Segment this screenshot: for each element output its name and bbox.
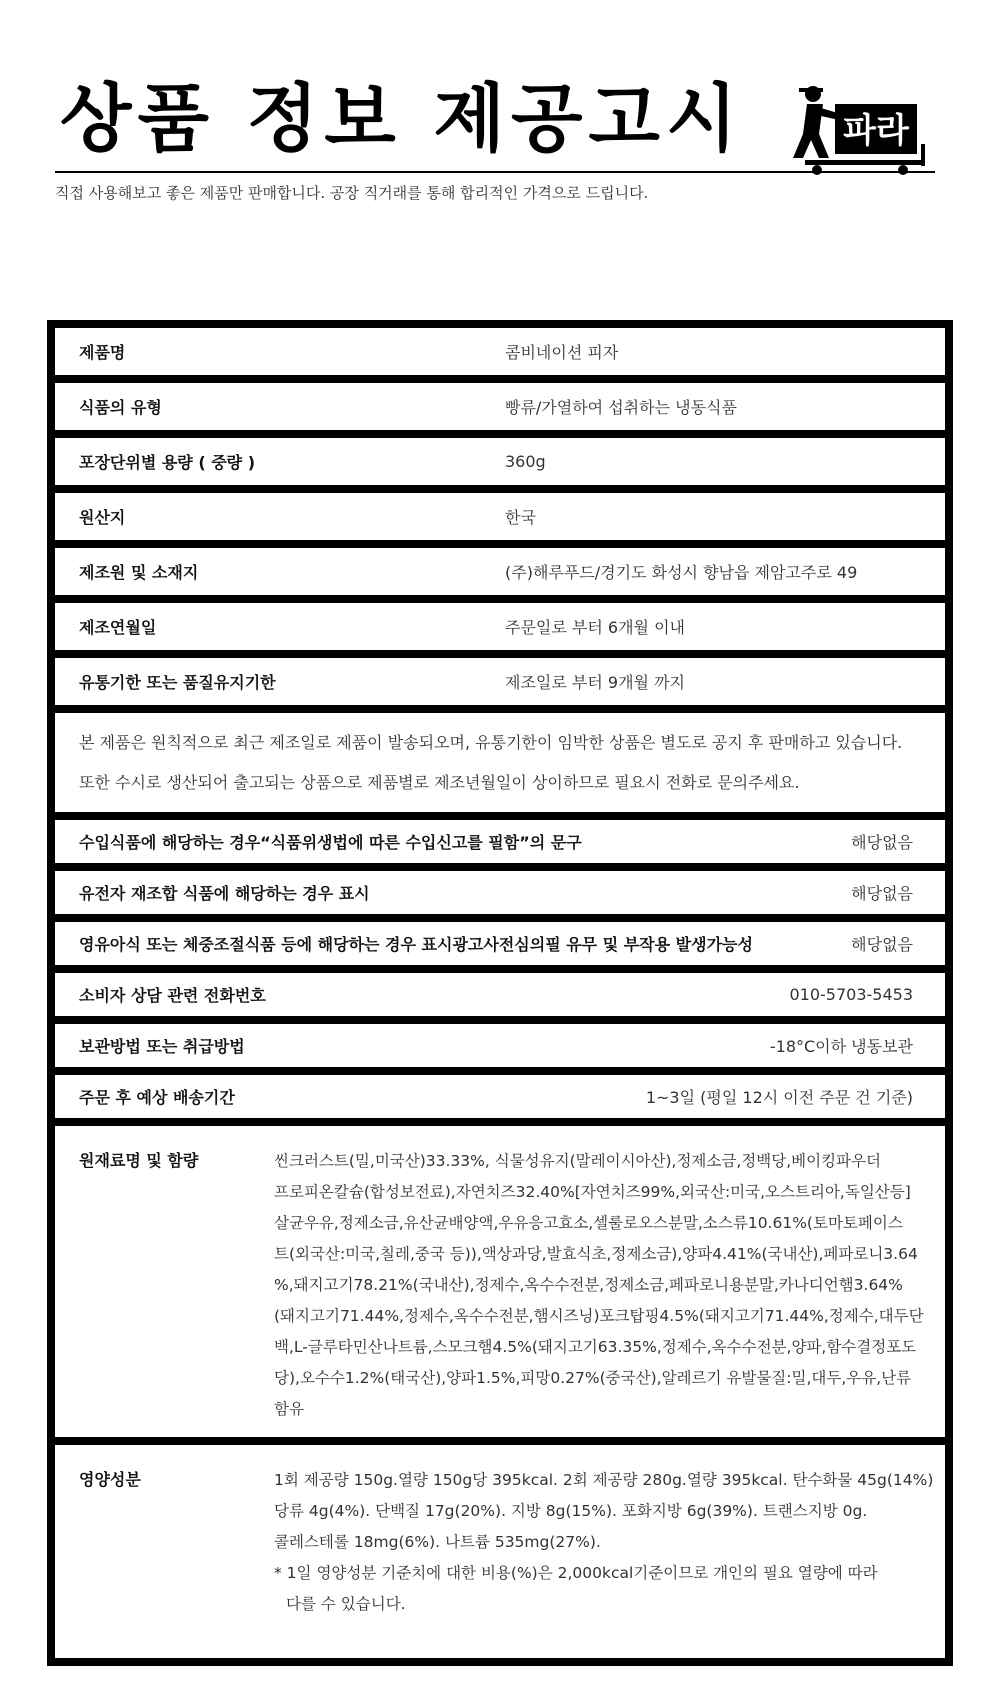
- cart-wheel-right: [898, 165, 908, 175]
- row-label: 영양성분: [79, 1470, 141, 1489]
- row-value: 제조일로 부터 9개월 까지: [505, 673, 685, 692]
- row-label: 포장단위별 용량 ( 중량 ): [79, 453, 256, 472]
- row-infant-diet: [55, 922, 945, 965]
- row-value: 해당없음: [851, 884, 913, 903]
- row-value: 한국: [505, 508, 536, 527]
- row-delivery: [55, 1075, 945, 1118]
- cart-handle: [921, 144, 925, 166]
- logo-text: 파라: [843, 111, 909, 151]
- row-label: 식품의 유형: [79, 398, 162, 417]
- row-origin: [55, 493, 945, 540]
- row-value: 해당없음: [851, 833, 913, 852]
- notice-line: 본 제품은 원칙적으로 최근 제조일로 제품이 발송되오며, 유통기한이 임박한 상품은 별도로 공지 후 판매하고 있습니다.: [79, 732, 903, 752]
- row-label: 주문 후 예상 배송기간: [79, 1088, 235, 1107]
- row-label: 영유아식 또는 체중조절식품 등에 해당하는 경우 표시광고사전심의필 유무 및 부작용 발생가능성: [79, 935, 753, 954]
- nutrition-note-cont: 다를 수 있습니다.: [286, 1595, 406, 1613]
- row-nutrition: [55, 1445, 945, 1658]
- row-label: 유통기한 또는 품질유지기한: [79, 673, 276, 692]
- notice-line: 또한 수시로 생산되어 출고되는 상품으로 제품별로 제조년월일이 상이하므로 필요시 전화로 문의주세요.: [79, 772, 800, 792]
- row-label: 제품명: [79, 343, 126, 362]
- row-value: 빵류/가열하여 섭취하는 냉동식품: [505, 398, 737, 417]
- row-value: 010-5703-5453: [789, 985, 913, 1004]
- ingredients-line: 백,L-글루타민산나트륨,스모크햄4.5%(돼지고기63.35%,정제수,옥수수전분,양파,함수결정포도: [274, 1338, 917, 1356]
- cart-wheel-left: [812, 165, 822, 175]
- ingredients-text: [274, 1126, 924, 1425]
- row-storage: [55, 1024, 945, 1067]
- ingredients-line: 함유: [274, 1400, 304, 1418]
- row-label: 제조연월일: [79, 618, 157, 637]
- cart-base: [805, 160, 925, 165]
- row-import-notice: [55, 820, 945, 863]
- row-expiry: [55, 658, 945, 705]
- notice-block: [55, 713, 945, 812]
- ingredients-line: %,돼지고기78.21%(국내산),정제수,옥수수전분,정제소금,페파로니용분말,카나디언햄3.64%: [274, 1276, 903, 1294]
- ingredients-line: 당),오수수1.2%(태국산),양파1.5%,피망0.27%(중국산),알레르기 유발물질:밀,대두,우유,난류: [274, 1369, 912, 1387]
- row-label: 원재료명 및 함량: [79, 1151, 199, 1170]
- row-label: 원산지: [79, 508, 126, 527]
- ingredients-line: 살균우유,정제소금,유산균배양액,우유응고효소,셀룰로오스분말,소스류10.61%(토마토페이스: [274, 1214, 903, 1232]
- row-value: 콤비네이션 피자: [505, 343, 619, 362]
- row-package-weight: [55, 438, 945, 485]
- row-product-name: [55, 328, 945, 375]
- row-label: 제조원 및 소재지: [79, 563, 199, 582]
- title-divider: [55, 171, 935, 173]
- row-consumer-phone: [55, 973, 945, 1016]
- row-label: 수입식품에 해당하는 경우“식품위생법에 따른 수입신고를 필함”의 문구: [79, 833, 582, 852]
- product-info-table: [47, 320, 953, 1666]
- ingredients-line: (돼지고기71.44%,정제수,옥수수전분,햄시즈닝)포크탑핑4.5%(돼지고기71.44%,정제수,대두단: [274, 1307, 924, 1325]
- row-manufacture-date: [55, 603, 945, 650]
- ingredients-line: 트(외국산:미국,칠레,중국 등)),액상과당,발효식초,정제소금),양파4.41%(국내산),페파로니3.64: [274, 1245, 918, 1263]
- row-ingredients: [55, 1126, 945, 1437]
- row-label: 유전자 재조합 식품에 해당하는 경우 표시: [79, 884, 370, 903]
- porter-logo: [785, 84, 955, 176]
- row-value: (주)해루푸드/경기도 화성시 향남읍 제암고주로 49: [505, 563, 858, 582]
- row-value: 360g: [505, 452, 546, 471]
- row-food-type: [55, 383, 945, 430]
- nutrition-line: 1회 제공량 150g.열량 150g당 395kcal. 2회 제공량 280g.열량 395kcal. 탄수화물 45g(14%): [274, 1471, 934, 1489]
- ingredients-line: 프로피온칼슘(합성보전료),자연치즈32.40%[자연치즈99%,외국산:미국,오스트리아,독일산등]: [274, 1183, 911, 1201]
- row-label: 소비자 상담 관련 전화번호: [79, 986, 266, 1005]
- nutrition-note: * 1일 영양성분 기준치에 대한 비용(%)은 2,000kcal기준이므로 개인의 필요 열량에 따라: [274, 1564, 878, 1582]
- row-value: 해당없음: [851, 935, 913, 954]
- row-gmo: [55, 871, 945, 914]
- page-title: 상품 정보 제공고시: [60, 76, 744, 162]
- row-value: -18°C이하 냉동보관: [769, 1037, 913, 1056]
- row-value: 주문일로 부터 6개월 이내: [505, 618, 685, 637]
- nutrition-text: [274, 1445, 933, 1620]
- row-value: 1~3일 (평일 12시 이전 주문 건 기준): [645, 1088, 913, 1107]
- nutrition-line: 콜레스테롤 18mg(6%). 나트륨 535mg(27%).: [274, 1533, 601, 1551]
- page-subtitle: 직접 사용해보고 좋은 제품만 판매합니다. 공장 직거래를 통해 합리적인 가격으로 드립니다.: [55, 184, 649, 202]
- row-label: 보관방법 또는 취급방법: [79, 1037, 245, 1056]
- nutrition-line: 당류 4g(4%). 단백질 17g(20%). 지방 8g(15%). 포화지방 6g(39%). 트랜스지방 0g.: [274, 1502, 868, 1520]
- row-manufacturer: [55, 548, 945, 595]
- ingredients-line: 씬크러스트(밀,미국산)33.33%, 식물성유지(말레이시아산),정제소금,정백당,베이킹파우더: [274, 1152, 881, 1170]
